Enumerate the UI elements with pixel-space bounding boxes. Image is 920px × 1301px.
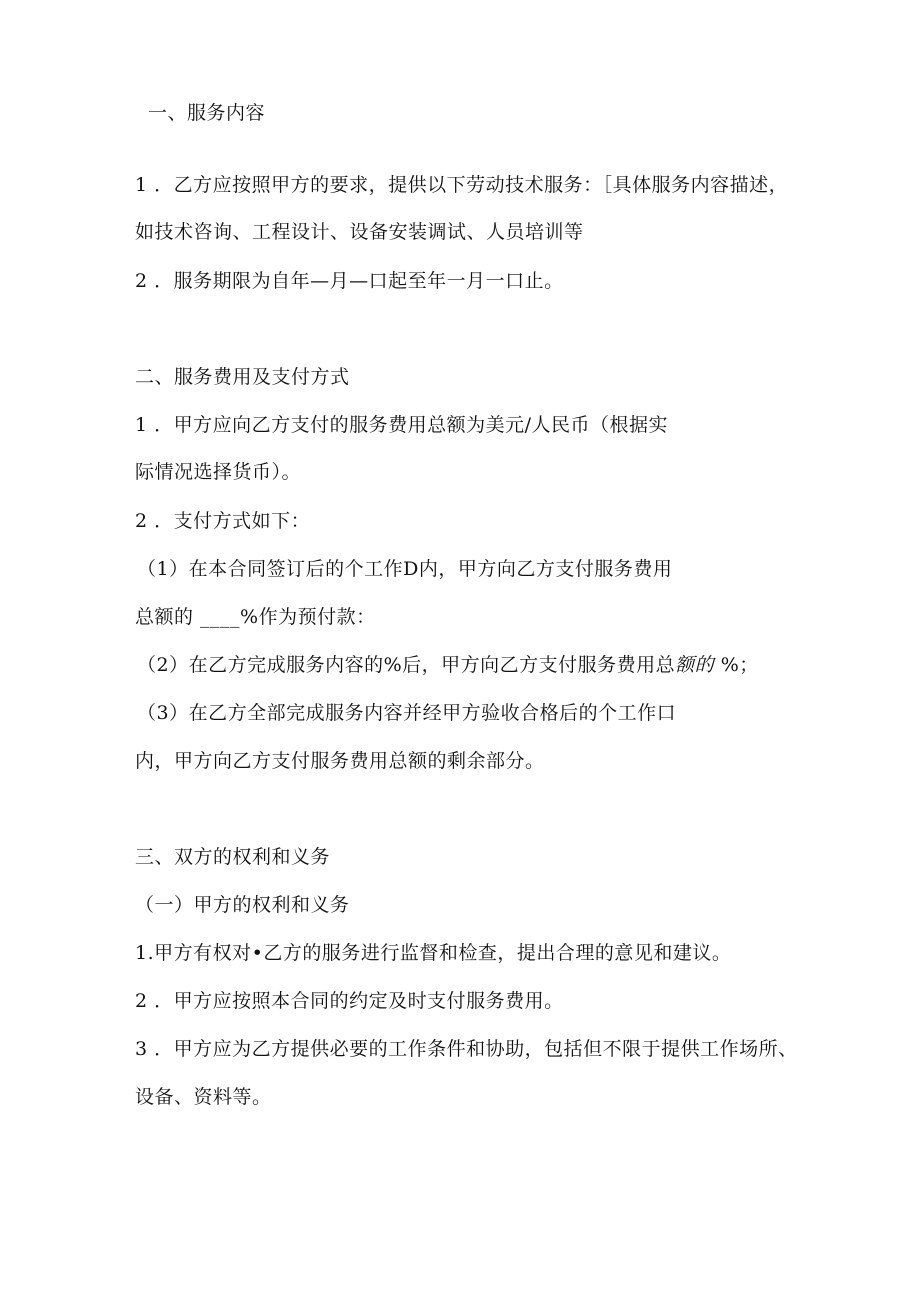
section2-item1-line2: 际情况选择货币）。	[135, 461, 302, 483]
section2-sub3-line1: （3）在乙方全部完成服务内容并经甲方验收合格后的个工作口	[137, 702, 677, 724]
section2-sub2-prefix: （2）在乙方完成服务内容的%后，甲方向乙方支付服务费用总	[137, 654, 676, 676]
section3-item3-line1: 3 ．甲方应为乙方提供必要的工作条件和协助，包括但不限于提供工作场所、	[135, 1038, 798, 1060]
section2-sub2-suffix: %；	[714, 654, 759, 676]
section2-item1-line1: 1 ．甲方应向乙方支付的服务费用总额为美元/人民币（根据实	[135, 414, 669, 436]
section2-sub1-line1: （1）在本合同签订后的个工作D内，甲方向乙方支付服务费用	[137, 558, 673, 580]
section1-item1-line2: 如技术咨询、工程设计、设备安装调试、人员培训等	[135, 221, 584, 243]
section3-item1: 1.甲方有权对•乙方的服务进行监督和检查，提出合理的意见和建议。	[135, 942, 732, 964]
section2-sub2-italic: 额的	[675, 654, 715, 676]
section3-item3-line2: 设备、资料等。	[135, 1086, 272, 1108]
section-heading-rights-obligations: 三、双方的权利和义务	[135, 846, 331, 868]
section1-item2: 2 ．服务期限为自年—月—口起至年一月一口止。	[135, 270, 564, 292]
section2-sub3-line2: 内，甲方向乙方支付服务费用总额的剩余部分。	[135, 750, 545, 772]
section3-subheading-party-a: （一）甲方的权利和义务	[135, 894, 350, 916]
section-heading-service-content: 一、服务内容	[148, 102, 266, 124]
section1-item1-line1: 1 ．乙方应按照甲方的要求，提供以下劳动技术服务：［具体服务内容描述，	[135, 174, 789, 196]
section2-sub1-line2: 总额的 ____%作为预付款：	[135, 606, 376, 628]
section2-sub2	[137, 653, 759, 677]
section3-item2: 2 ．甲方应按照本合同的约定及时支付服务费用。	[135, 990, 564, 1012]
section2-item2: 2 ．支付方式如下：	[135, 510, 311, 532]
section-heading-fees-payment: 二、服务费用及支付方式	[135, 366, 350, 388]
